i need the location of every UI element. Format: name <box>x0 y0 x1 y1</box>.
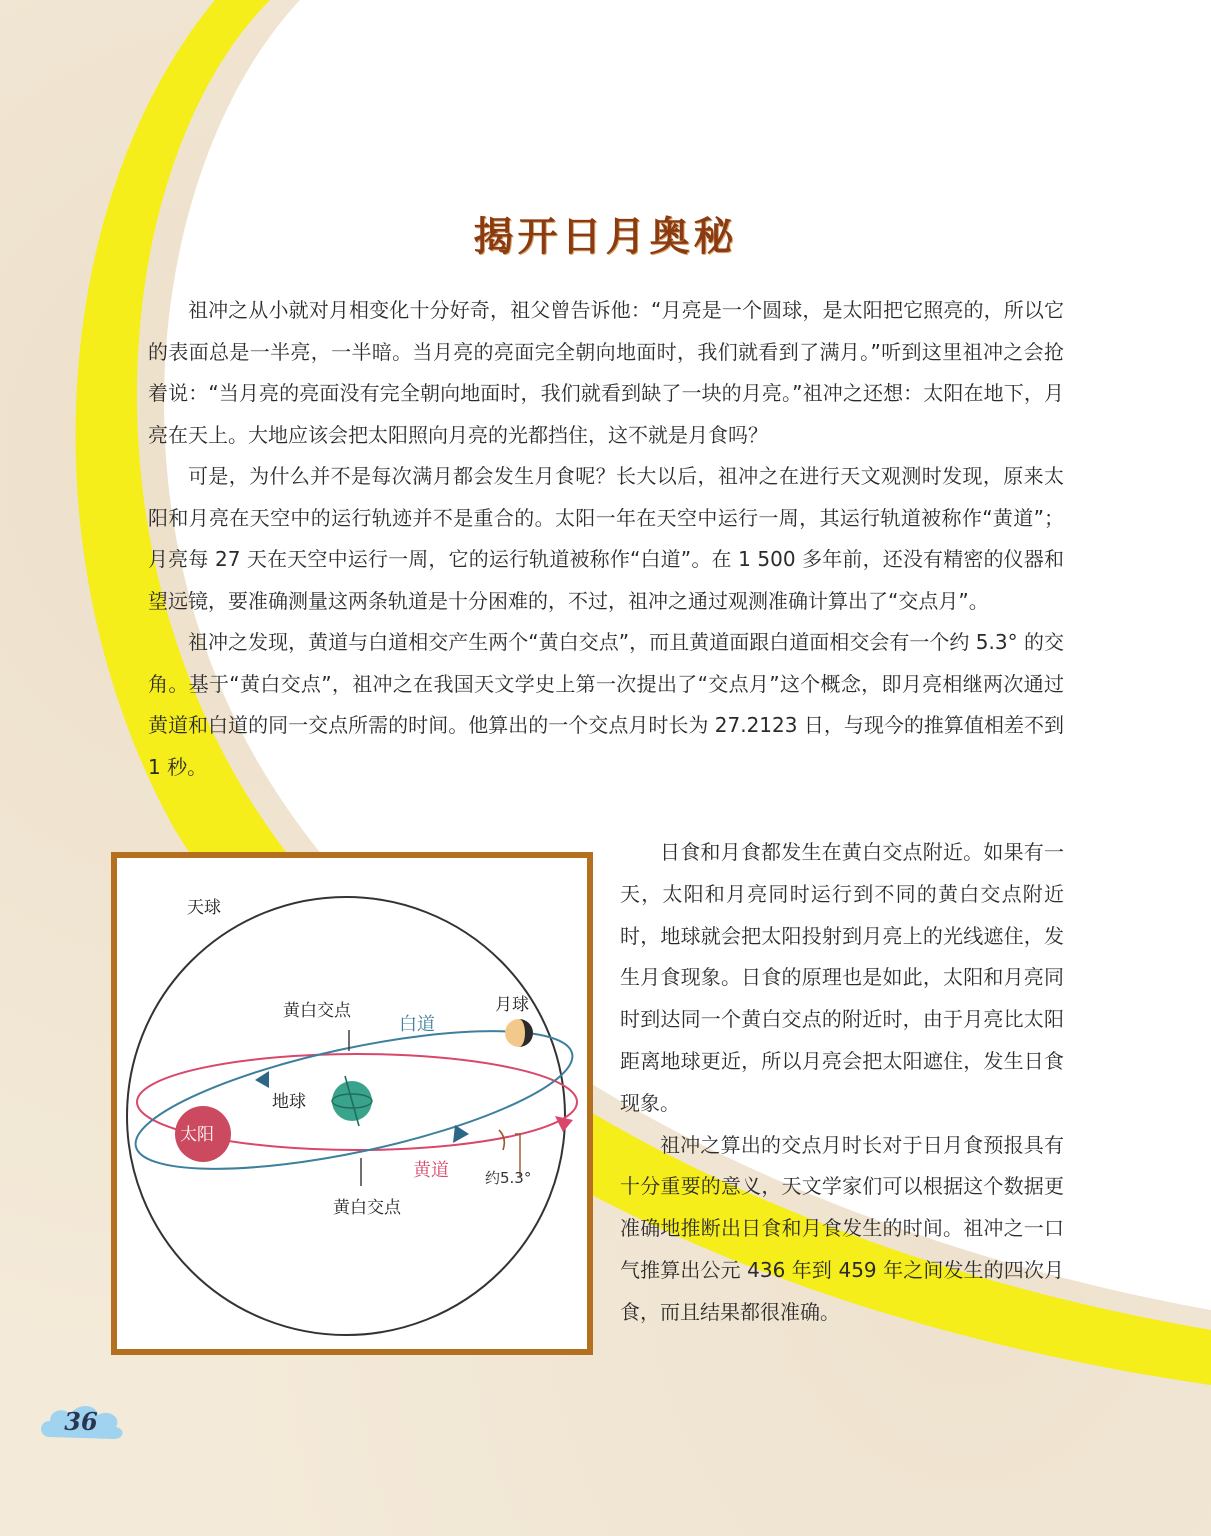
side-paragraph-2: 祖冲之算出的交点月时长对于日月食预报具有十分重要的意义，天文学家们可以根据这个数据更准确地推断出日食和月食发生的时间。祖冲之一口气推算出公元 436 年到 459 年之间发生的四次月食，而且结果都很准确。 <box>620 1132 1064 1324</box>
moon-icon <box>505 1019 533 1047</box>
ecliptic-arrow <box>555 1116 573 1132</box>
side-text <box>620 832 1064 1334</box>
label-node-bottom: 黄白交点 <box>333 1198 401 1218</box>
earth-icon <box>332 1076 372 1126</box>
side-paragraph-1: 日食和月食都发生在黄白交点附近。如果有一天，太阳和月亮同时运行到不同的黄白交点附近时，地球就会把太阳投射到月亮上的光线遮住，发生月食现象。日食的原理也是如此，太阳和月亮同时到达同一个黄白交点的附近时，由于月亮比太阳距离地球更近，所以月亮会把太阳遮住，发生日食现象。 <box>620 840 1064 1115</box>
label-sun: 太阳 <box>180 1125 214 1145</box>
label-node-top: 黄白交点 <box>283 1001 351 1021</box>
label-angle: 约5.3° <box>485 1169 532 1187</box>
diagram-svg <box>117 858 587 1349</box>
paragraph-2: 可是，为什么并不是每次满月都会发生月食呢？长大以后，祖冲之在进行天文观测时发现，原来太阳和月亮在天空中的运行轨迹并不是重合的。太阳一年在天空中运行一周，其运行轨道被称作“黄道”；月亮每 27 天在天空中运行一周，它的运行轨道被称作“白道”。在 1 500 多年前，还没有精密的仪器和望远镜，要准确测量这两条轨道是十分困难的，不过，祖冲之通过观测准确计算出了“交点月”。 <box>148 464 1064 613</box>
moon-orbit-arrow-right <box>453 1125 469 1143</box>
label-moon-orbit: 白道 <box>399 1014 435 1035</box>
angle-arc <box>499 1130 504 1150</box>
label-ecliptic: 黄道 <box>413 1160 449 1181</box>
page-title: 揭开日月奥秘 <box>473 214 738 260</box>
label-celestial-sphere: 天球 <box>187 898 221 918</box>
eclipse-diagram <box>111 852 593 1355</box>
paragraph-3: 祖冲之发现，黄道与白道相交产生两个“黄白交点”，而且黄道面跟白道面相交会有一个约 5.3° 的交角。基于“黄白交点”，祖冲之在我国天文学史上第一次提出了“交点月”这个概念，即月亮相继两次通过黄道和白道的同一交点所需的时间。他算出的一个交点月时长为 27.2123 日，与现今的推算值相差不到 1 秒。 <box>148 630 1064 779</box>
page-number-badge <box>36 1399 126 1445</box>
paragraph-1: 祖冲之从小就对月相变化十分好奇，祖父曾告诉他：“月亮是一个圆球，是太阳把它照亮的，所以它的表面总是一半亮，一半暗。当月亮的亮面完全朝向地面时，我们就看到了满月。”听到这里祖冲之会抢着说：“当月亮的亮面没有完全朝向地面时，我们就看到缺了一块的月亮。”祖冲之还想：太阳在地下，月亮在天上。大地应该会把太阳照向月亮的光都挡住，这不就是月食吗？ <box>148 298 1064 447</box>
moon-orbit-arrow-left <box>255 1071 269 1088</box>
label-earth: 地球 <box>272 1092 306 1112</box>
main-text <box>148 290 1064 788</box>
page-number: 36 <box>64 1407 98 1436</box>
label-moon: 月球 <box>495 995 529 1015</box>
